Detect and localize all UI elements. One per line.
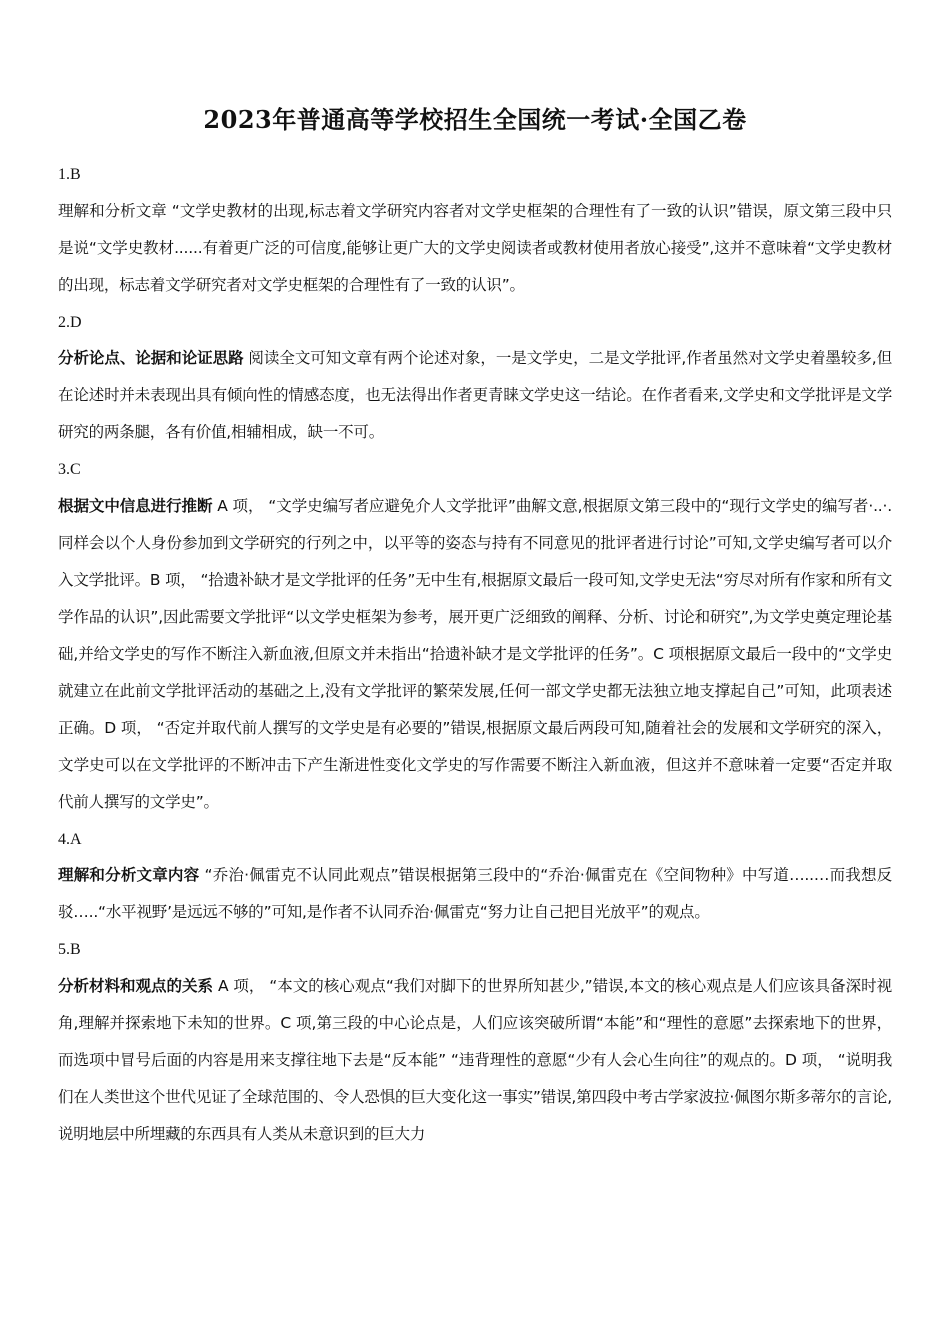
document-title: 2023年普通高等学校招生全国统一考试·全国乙卷 <box>203 105 747 134</box>
answer-explanation <box>58 340 892 451</box>
answer-item-1 <box>58 156 892 304</box>
question-number: 4.A <box>58 830 82 848</box>
answer-heading: 分析论点、论据和论证思路 <box>58 349 244 367</box>
answer-body: A 项， “文学史编写者应避免介人文学批评”曲解文意,根据原文第三段中的“现行文学史的编写者·..·.同样会以个人身份参加到文学研究的行列之中，以平等的姿态与持有不同意见的批评者进行讨论”可知,文学史编写者可以介入文学批评。B 项， “拾遗补缺才是文学批评的任务”无中生有,根据原文最后一段可知,文学史无法“穷尽对所有作家和所有文学作品的认识”,因此需要文学批评“以文学史框架为参考，展开更广泛细致的阐释、分析、讨论和研究”,为文学史奠定理论基础,并给文学史的写作不断注入新血液,但原文并未指出“拾遗补缺才是文学批评的任务”。C 项根据原文最后一段中的“文学史就建立在此前文学批评活动的基础之上,没有文学批评的繁荣发展,任何一部文学史都无法独立地支撑起自己”可知，此项表述正确。D 项， “否定并取代前人撰写的文学史是有必要的”错误,根据原文最后两段可知,随着社会的发展和文学研究的深入，文学史可以在文学批评的不断冲击下产生渐进性变化文学史的写作需要不断注入新血液，但这并不意味着一定要“否定并取代前人撰写的文学史”。 <box>58 496 892 811</box>
question-number: 1.B <box>58 166 81 183</box>
answer-heading: 理解和分析文章内容 <box>58 866 200 884</box>
answer-explanation <box>58 193 892 304</box>
answer-item-5 <box>58 931 892 1153</box>
question-number: 2.D <box>58 313 82 331</box>
answer-list <box>58 156 892 1153</box>
answer-explanation <box>58 488 892 821</box>
answer-heading: 根据文中信息进行推断 <box>58 496 213 515</box>
question-number: 5.B <box>58 941 81 958</box>
answer-item-4 <box>58 821 892 932</box>
answer-explanation <box>58 968 892 1153</box>
question-number: 3.C <box>58 461 81 478</box>
answer-heading: 分析材料和观点的关系 <box>58 976 214 995</box>
answer-body: “乔治·佩雷克不认同此观点”错误根据第三段中的“乔治·佩雷克在《空间物种》中写道…..…而我想反驳…..“水平视野’是远远不够的”可知,是作者不认同乔治·佩雷克“努力让自己把目光放平”的观点。 <box>58 866 893 921</box>
answer-explanation <box>58 857 892 931</box>
answer-body: 理解和分析文章 “文学史教材的出现,标志着文学研究内容者对文学史框架的合理性有了一致的认识”错误，原文第三段中只是说“文学史教材......有着更广泛的可信度,能够让更广大的文学史阅读者或教材使用者放心接受”,这并不意味着“文学史教材的出现，标志着文学研究者对文学史框架的合理性有了一致的认识”。 <box>58 201 892 294</box>
answer-body: A 项， “本文的核心观点“我们对脚下的世界所知甚少,”错误,本文的核心观点是人们应该具备深时视角,理解并探索地下未知的世界。C 项,第三段的中心论点是，人们应该突破所谓“本能”和“理性的意愿”去探索地下的世界，而选项中冒号后面的内容是用来支撑往地下去是“反本能” “违背理性的意愿“少有人会心生向往”的观点的。D 项， “说明我们在人类世这个世代见证了全球范围的、令人恐惧的巨大变化这一事实”错误,第四段中考古学家波拉·佩图尔斯多蒂尔的言论,说明地层中所埋藏的东西具有人类从未意识到的巨大力 <box>58 976 892 1143</box>
answer-item-3 <box>58 451 892 821</box>
answer-item-2 <box>58 304 892 452</box>
answer-body: 阅读全文可知文章有两个论述对象，一是文学史，二是文学批评,作者虽然对文学史着墨较多,但在论述时并未表现出具有倾向性的情感态度，也无法得出作者更青睐文学史这一结论。在作者看来,文学史和文学批评是文学研究的两条腿，各有价值,相辅相成，缺一不可。 <box>58 349 892 441</box>
